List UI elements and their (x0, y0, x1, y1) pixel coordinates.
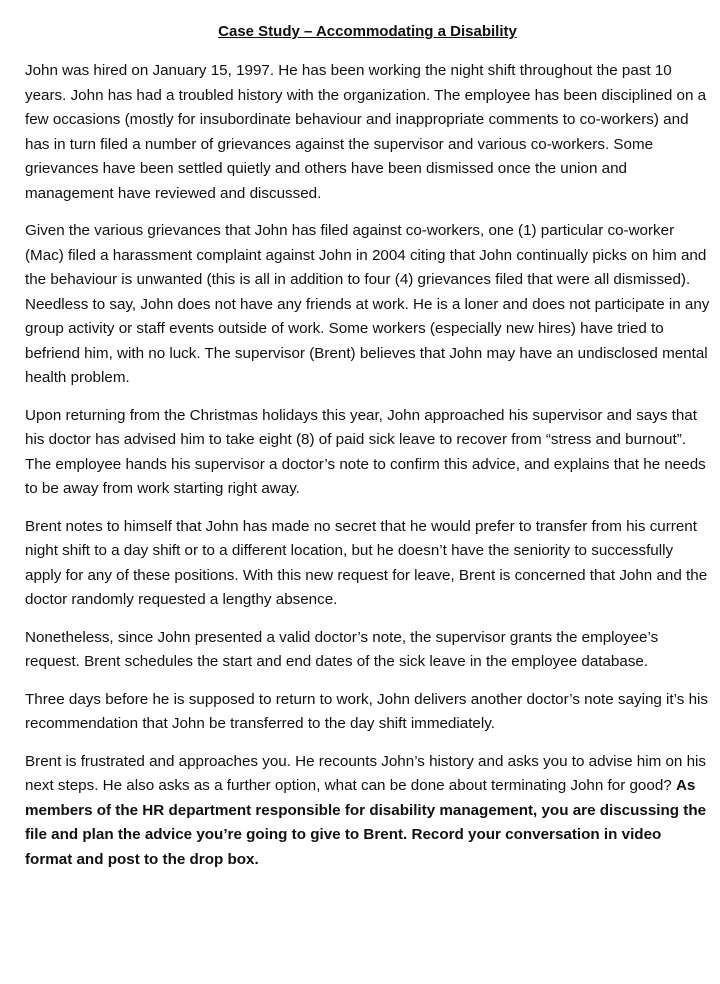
document-title: Case Study – Accommodating a Disability (218, 23, 517, 40)
document-page (25, 22, 710, 885)
paragraph-transfer-concern: Brent notes to himself that John has made no secret that he would prefer to transfer from his current night shift to a day shift or to a different location, but he doesn’t have the seniority to successfully apply for any of these positions. With this new request for leave, Brent is concerned that John and the doctor randomly requested a lengthy absence. (25, 517, 708, 608)
paragraph-hire-history: John was hired on January 15, 1997. He has been working the night shift throughout the past 10 years. John has had a troubled history with the organization. The employee has been disciplined on a few occasions (mostly for insubordinate behaviour and inappropriate comments to co-workers) and has in turn filed a number of grievances against the supervisor and various co-workers. Some grievances have been settled quietly and others have been dismissed once the union and management have reviewed and discussed. (25, 62, 707, 202)
paragraph-second-note: Three days before he is supposed to return to work, John delivers another doctor’s note saying it’s his recommendation that John be transferred to the day shift immediately. (25, 690, 708, 732)
assignment-instructions-text: As members of the HR department responsible for disability management, you are discussing the file and plan the advice you’re going to give to Brent. Record your conversation in video format and post to the drop box. (25, 777, 707, 868)
paragraph-sick-leave-request: Upon returning from the Christmas holidays this year, John approached his supervisor and says that his doctor has advised him to take eight (8) of paid sick leave to recover from “stress and burnout”. The employee hands his supervisor a doctor’s note to confirm this advice, and explains that he needs to be away from work starting right away. (25, 406, 706, 497)
paragraph-leave-granted: Nonetheless, since John presented a valid doctor’s note, the supervisor grants the employee’s request. Brent schedules the start and end dates of the sick leave in the employee database. (25, 628, 659, 670)
paragraph-assignment (25, 750, 710, 873)
assignment-context-text: Brent is frustrated and approaches you. He recounts John’s history and asks you to advise him on his next steps. He also asks as a further option, what can be done about terminating John for good? (25, 752, 706, 794)
paragraph-grievances: Given the various grievances that John has filed against co-workers, one (1) particular co-worker (Mac) filed a harassment complaint against John in 2004 citing that John continually picks on him and the behaviour is unwanted (this is all in addition to four (4) grievances filed that were all dismissed). Needless to say, John does not have any friends at work. He is a loner and does not participate in any group activity or staff events outside of work. Some workers (especially new hires) have tried to befriend him, with no luck. The supervisor (Brent) believes that John may have an undisclosed mental health problem. (25, 222, 710, 386)
